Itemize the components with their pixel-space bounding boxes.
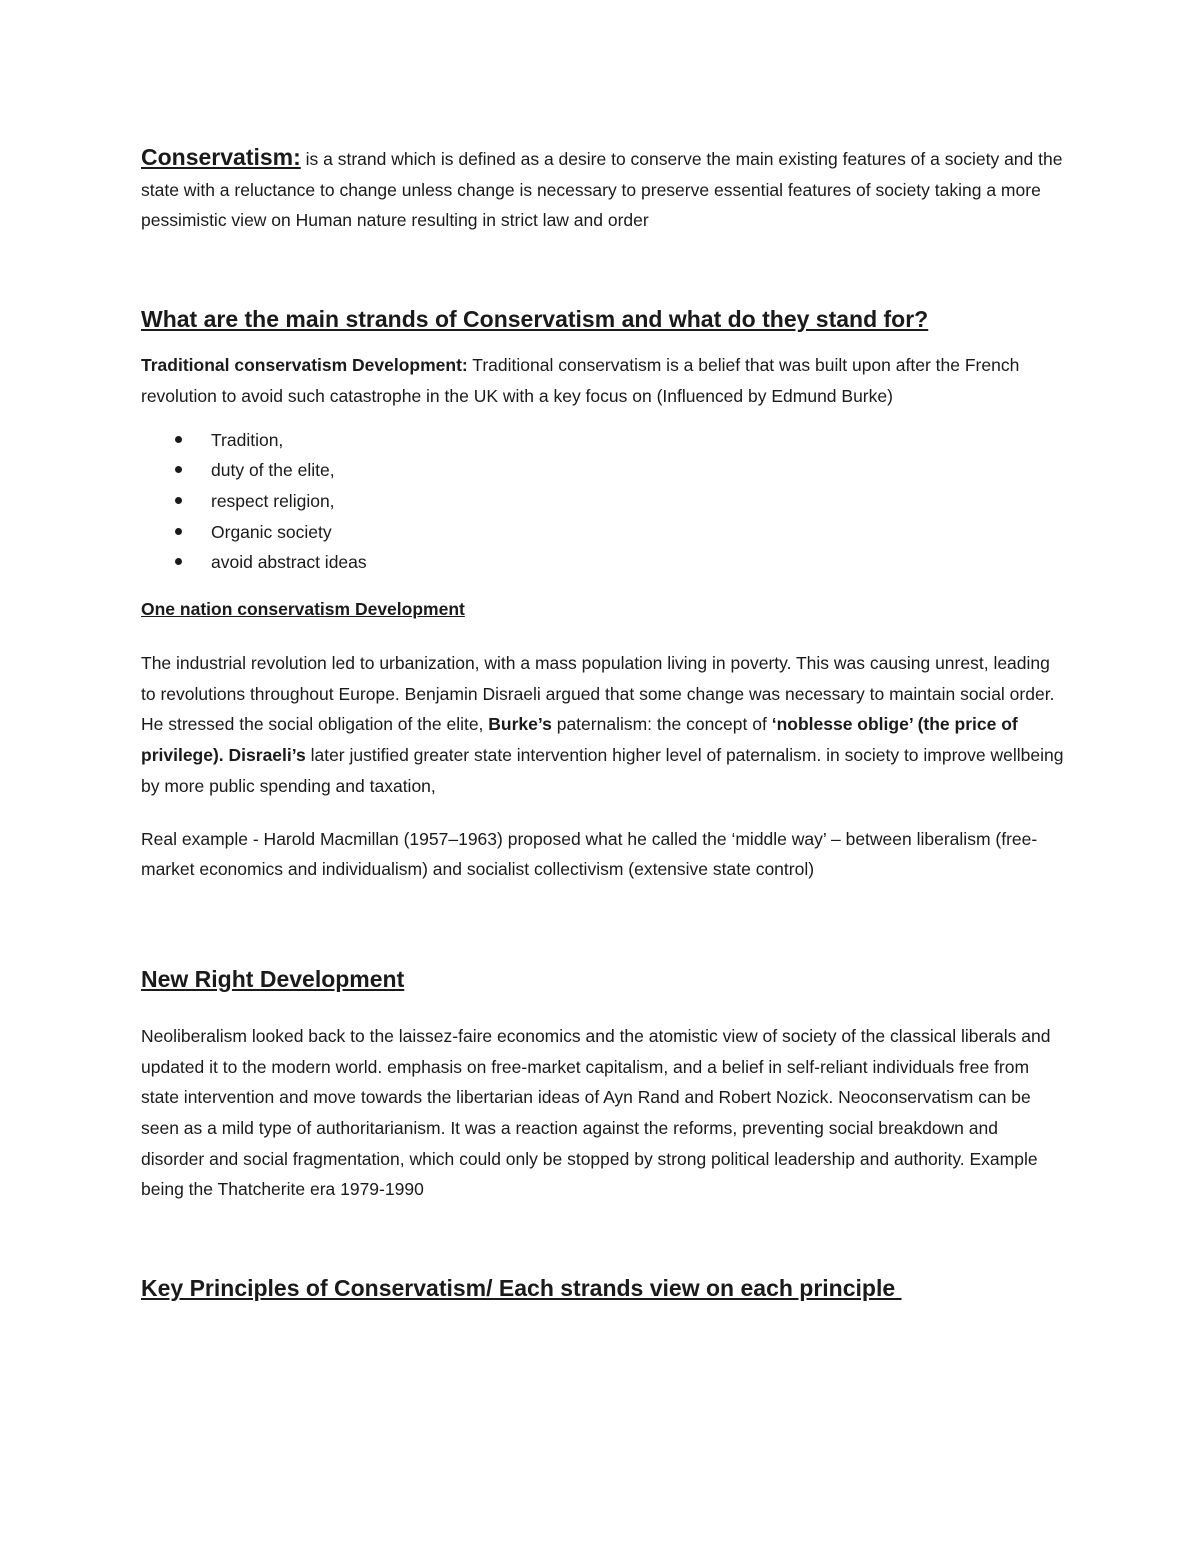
bullet-icon	[175, 497, 182, 504]
bullet-icon	[175, 466, 182, 473]
strands-heading: What are the main strands of Conservatism and what do they stand for?	[141, 306, 929, 333]
list-item: Tradition,	[141, 425, 1066, 456]
traditional-bullets	[141, 425, 1066, 579]
list-item: respect religion,	[141, 486, 1066, 517]
one-nation-paragraph: The industrial revolution led to urbanization, with a mass population living in poverty. This was causing unrest, leading to revolutions throughout Europe. Benjamin Disraeli argued that some change was necessary to maintain social order. He stressed the social obligation of the elite, Burke’s paternalism: the concept of ‘noblesse oblige’ (the price of privilege). Disraeli’s later justified greater state intervention higher level of paternalism. in society to improve wellbeing by more public spending and taxation,	[141, 653, 1064, 796]
intro-paragraph	[141, 142, 1066, 236]
one-nation-heading: One nation conservatism Development	[141, 599, 465, 620]
traditional-paragraph	[141, 350, 1066, 411]
intro-term: Conservatism:	[141, 144, 301, 170]
bullet-icon	[175, 558, 182, 565]
new-right-paragraph: Neoliberalism looked back to the laissez-faire economics and the atomistic view of society of the classical liberals and updated it to the modern world. emphasis on free-market capitalism, and a belief in self-reliant individuals free from state intervention and move towards the libertarian ideas of Ayn Rand and Robert Nozick. Neoconservatism can be seen as a mild type of authoritarianism. It was a reaction against the reforms, preventing social breakdown and disorder and social fragmentation, which could only be stopped by strong political leadership and authority. Example being the Thatcherite era 1979-1990	[141, 1025, 1051, 1200]
bullet-icon	[175, 436, 182, 443]
key-principles-heading: Key Principles of Conservatism/ Each strands view on each principle	[141, 1275, 902, 1302]
list-item: avoid abstract ideas	[141, 547, 1066, 578]
traditional-text: Traditional conservatism is a belief that was built upon after the French revolution to avoid such catastrophe in the UK with a key focus on (Influenced by Edmund Burke)	[141, 355, 1020, 406]
bullet-icon	[175, 528, 182, 535]
macmillan-paragraph: Real example - Harold Macmillan (1957–1963) proposed what he called the ‘middle way’ – between liberalism (free-market economics and individualism) and socialist collectivism (extensive state control)	[141, 828, 1038, 880]
burke-emphasis: Burke’s	[488, 714, 552, 735]
noblesse-emphasis: ‘noblesse oblige’ (the price of privilege). Disraeli’s	[141, 714, 1018, 766]
document-page	[141, 138, 1066, 1303]
list-item: Organic society	[141, 517, 1066, 548]
intro-text: is a strand which is defined as a desire to conserve the main existing features of a society and the state with a reluctance to change unless change is necessary to preserve essential features of society taking a more pessimistic view on Human nature resulting in strict law and order	[141, 149, 1063, 231]
new-right-heading: New Right Development	[141, 965, 405, 992]
list-item: duty of the elite,	[141, 455, 1066, 486]
traditional-label: Traditional conservatism Development:	[141, 355, 468, 376]
